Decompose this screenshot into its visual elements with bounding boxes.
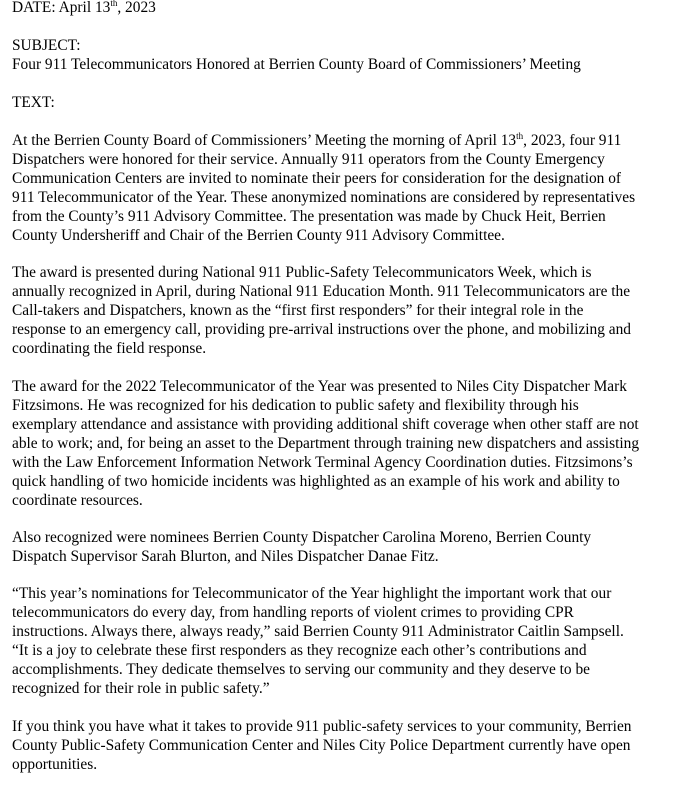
paragraph-line: Dispatchers were honored for their service. Annually 911 operators from the County Emergency — [12, 151, 605, 168]
paragraph-line: The award for the 2022 Telecommunicator of the Year was presented to Niles City Dispatcher Mark — [12, 378, 627, 395]
paragraph-line: with the Law Enforcement Information Network Terminal Agency Coordination duties. Fitzsimons’s — [12, 454, 633, 471]
paragraph-text: At the Berrien County Board of Commissioners’ Meeting the morning of April 13 — [12, 132, 517, 149]
text-label: TEXT: — [12, 94, 55, 111]
paragraph-line: annually recognized in April, during National 911 Education Month. 911 Telecommunicators are the — [12, 283, 631, 300]
paragraph-line: The award is presented during National 911 Public-Safety Telecommunicators Week, which is — [12, 264, 592, 281]
paragraph-line: able to work; and, for being an asset to the Department through training new dispatchers and assisting — [12, 435, 640, 452]
paragraph-4 — [12, 528, 591, 566]
paragraph-line: instructions. Always there, always ready,” said Berrien County 911 Administrator Caitlin Sampsell. — [12, 623, 624, 640]
paragraph-1 — [12, 131, 635, 245]
paragraph-line: County Undersheriff and Chair of the Berrien County 911 Advisory Committee. — [12, 227, 505, 244]
paragraph-line: accomplishments. They dedicate themselves to serving our community and they deserve to be — [12, 661, 590, 678]
subject-title: Four 911 Telecommunicators Honored at Berrien County Board of Commissioners’ Meeting — [12, 56, 581, 73]
paragraph-line: “This year’s nominations for Telecommunicator of the Year highlight the important work that our — [12, 585, 612, 602]
subject-section — [12, 36, 581, 74]
paragraph-line: coordinating the field response. — [12, 340, 207, 357]
paragraph-line: County Public-Safety Communication Center and Niles City Police Department currently have open — [12, 737, 631, 754]
paragraph-line: Dispatch Supervisor Sarah Blurton, and Niles Dispatcher Danae Fitz. — [12, 548, 439, 565]
date-year: , 2023 — [117, 0, 156, 16]
paragraph-5-quote — [12, 584, 624, 698]
date-ordinal-suffix: th — [110, 0, 118, 8]
paragraph-line: Fitzsimons. He was recognized for his dedication to public safety and flexibility through his — [12, 397, 579, 414]
paragraph-line: quick handling of two homicide incidents was highlighted as an example of his work and ability to — [12, 473, 620, 490]
subject-label: SUBJECT: — [12, 37, 81, 54]
paragraph-line: Call-takers and Dispatchers, known as the “first first responders” for their integral role in the — [12, 302, 584, 319]
paragraph-line: exemplary attendance and assistance with providing additional shift coverage when other staff are not — [12, 416, 639, 433]
paragraph-2 — [12, 263, 631, 358]
paragraph-3 — [12, 377, 639, 510]
paragraph-line: recognized for their role in public safety.” — [12, 680, 270, 697]
date-line — [12, 0, 156, 17]
paragraph-line: response to an emergency call, providing pre-arrival instructions over the phone, and mobilizing and — [12, 321, 632, 338]
paragraph-line: opportunities. — [12, 756, 98, 773]
paragraph-line: If you think you have what it takes to provide 911 public-safety services to your community, Berrien — [12, 718, 632, 735]
date-month-day: April 13 — [58, 0, 111, 16]
paragraph-6 — [12, 717, 631, 774]
ordinal-suffix: th — [516, 131, 524, 141]
paragraph-line: telecommunicators do every day, from handling reports of violent crimes to providing CPR — [12, 604, 574, 621]
paragraph-line: Also recognized were nominees Berrien County Dispatcher Carolina Moreno, Berrien County — [12, 529, 592, 546]
paragraph-line: coordinate resources. — [12, 492, 143, 509]
paragraph-line: from the County’s 911 Advisory Committee. The presentation was made by Chuck Heit, Berrien — [12, 208, 606, 225]
date-label: DATE: — [12, 0, 56, 16]
paragraph-line: “It is a joy to celebrate these first responders as they recognize each other’s contributions and — [12, 642, 587, 659]
paragraph-text: , 2023, four 911 — [523, 132, 622, 149]
paragraph-line — [12, 131, 635, 150]
paragraph-line: Communication Centers are invited to nominate their peers for consideration for the designation of — [12, 170, 622, 187]
paragraph-line: 911 Telecommunicator of the Year. These anonymized nominations are considered by representatives — [12, 189, 636, 206]
text-label-block — [12, 93, 55, 112]
